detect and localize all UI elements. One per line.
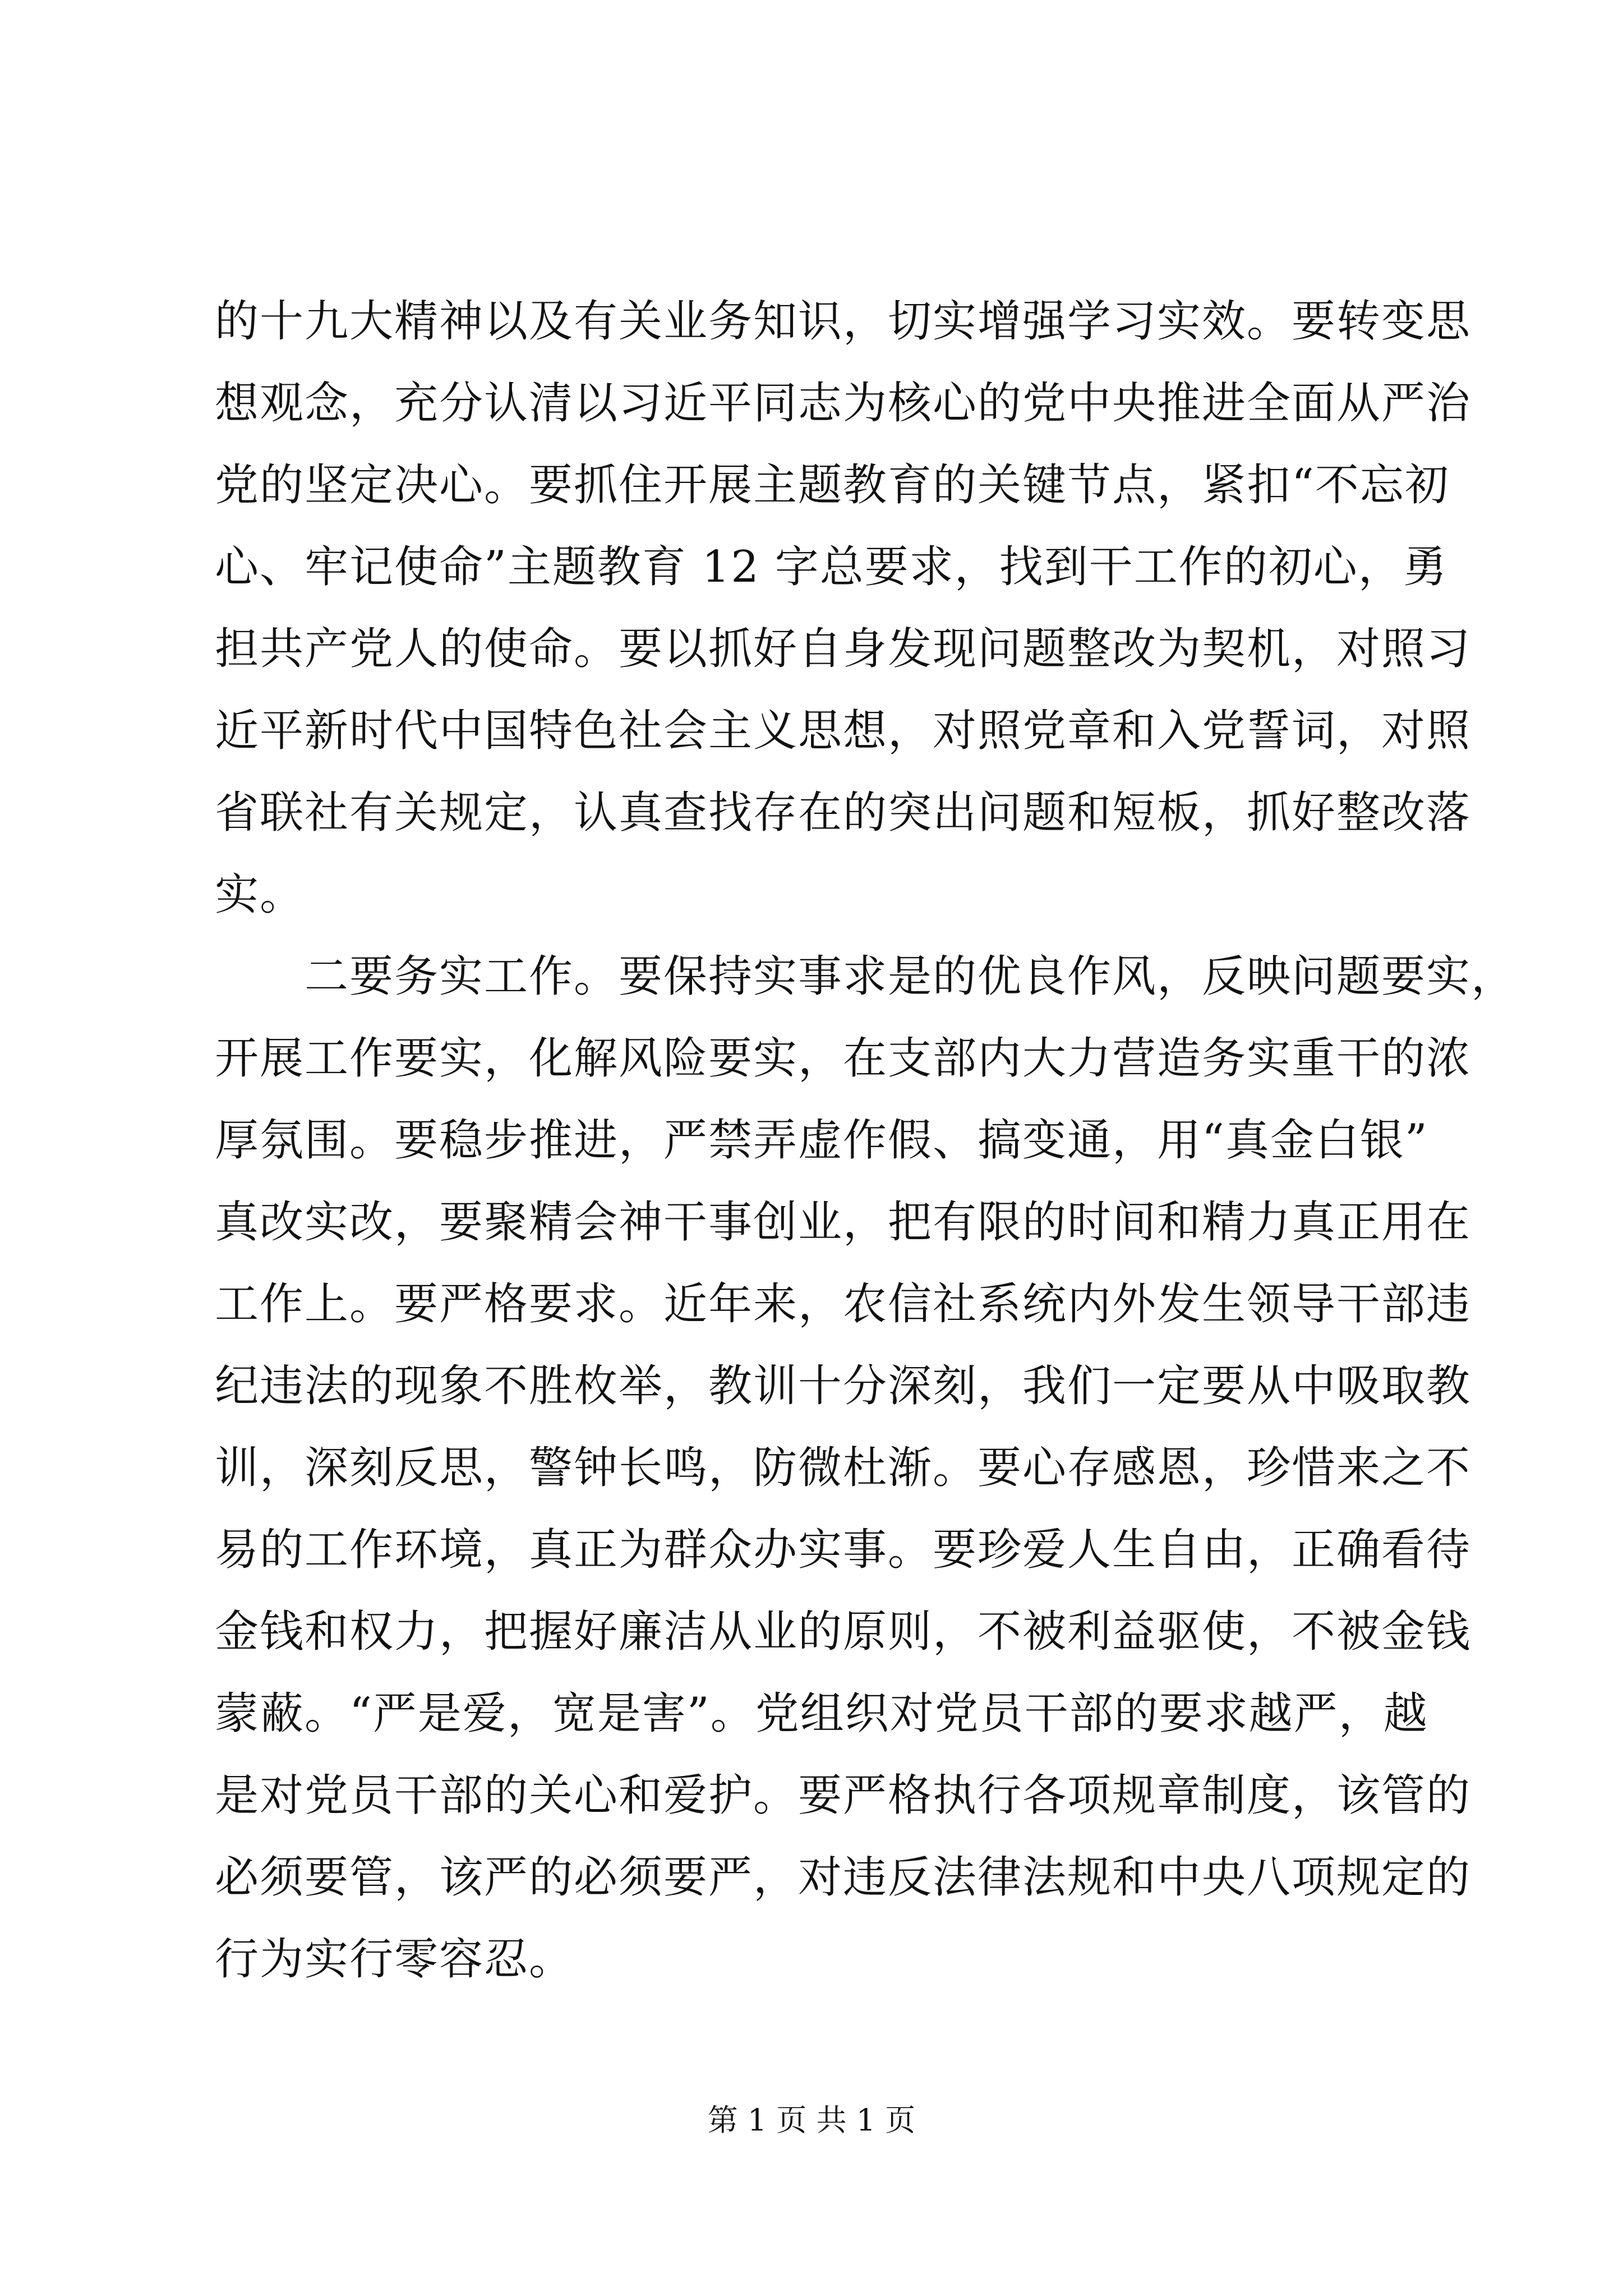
paragraph-1 (215, 280, 1472, 936)
page-number-footer: 第 1 页 共 1 页 (707, 2102, 916, 2138)
paragraph-line: 必须要管，该严的必须要严，对违反法律法规和中央八项规定的 (215, 1852, 1472, 1903)
paragraph-line: 工作上。要严格要求。近年来，农信社系统内外发生领导干部违 (215, 1279, 1472, 1329)
paragraph-line: 行为实行零容忍。 (215, 1934, 574, 1985)
paragraph-line: 二要务实工作。要保持实事求是的优良作风，反映问题要实， (305, 951, 1516, 1002)
paragraph-line: 是对党员干部的关心和爱护。要严格执行各项规章制度，该管的 (215, 1770, 1472, 1821)
paragraph-line: 金钱和权力，把握好廉洁从业的原则，不被利益驱使，不被金钱 (215, 1607, 1472, 1657)
paragraph-line: 蒙蔽。“严是爱，宽是害”。党组织对党员干部的要求越严，越 (215, 1688, 1428, 1739)
paragraph-line: 省联社有关规定，认真查找存在的突出问题和短板，抓好整改落 (215, 788, 1472, 838)
paragraph-line: 训，深刻反思，警钟长鸣，防微杜渐。要心存感恩，珍惜来之不 (215, 1443, 1472, 1493)
document-body (215, 280, 1516, 2000)
paragraph-line: 想观念，充分认清以习近平同志为核心的党中央推进全面从严治 (215, 378, 1472, 429)
paragraph-2 (215, 936, 1516, 2000)
paragraph-line: 厚氛围。要稳步推进，严禁弄虚作假、搞变通，用“真金白银” (215, 1115, 1428, 1166)
paragraph-line: 真改实改，要聚精会神干事创业，把有限的时间和精力真正用在 (215, 1197, 1472, 1248)
paragraph-line: 易的工作环境，真正为群众办实事。要珍爱人生自由，正确看待 (215, 1525, 1472, 1575)
paragraph-line: 的十九大精神以及有关业务知识，切实增强学习实效。要转变思 (215, 296, 1472, 347)
paragraph-line: 纪违法的现象不胜枚举，教训十分深刻，我们一定要从中吸取教 (215, 1361, 1472, 1411)
paragraph-line: 担共产党人的使命。要以抓好自身发现问题整改为契机，对照习 (215, 624, 1472, 674)
paragraph-line: 开展工作要实，化解风险要实，在支部内大力营造务实重干的浓 (215, 1033, 1472, 1084)
paragraph-line: 党的坚定决心。要抓住开展主题教育的关键节点，紧扣“不忘初 (215, 460, 1450, 510)
paragraph-line: 实。 (215, 869, 305, 920)
paragraph-line: 心、牢记使命”主题教育 12 字总要求，找到干工作的初心，勇 (215, 542, 1448, 592)
paragraph-line: 近平新时代中国特色社会主义思想，对照党章和入党誓词，对照 (215, 706, 1472, 756)
